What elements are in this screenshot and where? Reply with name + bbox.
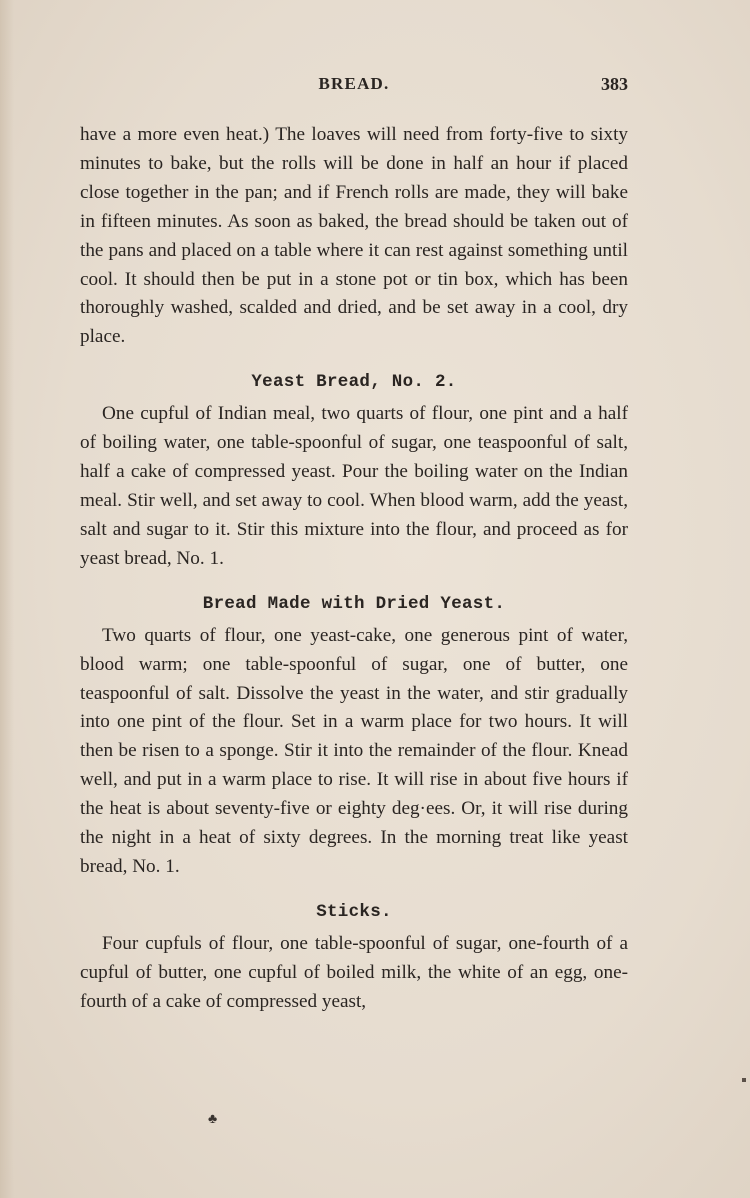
section-heading-bread-dried-yeast: Bread Made with Dried Yeast. — [202, 593, 506, 614]
body-paragraph: have a more even heat.) The loaves will need from forty-five to sixty minutes to bake, but the rolls will be done in half an hour if placed close together in the pan; and if French rolls are made, they will bake in fifteen minutes. As soon as baked, the bread should be taken out of the pans and placed on a table where it can rest against something until cool. It should then be put in a stone pot or tin box, which has been thoroughly washed, scalded and dried, and be set away in a cool, dry place. — [80, 124, 628, 348]
body-paragraph: Two quarts of flour, one yeast-cake, one generous pint of water, blood warm; one table-spoonful of sugar, one of butter, one teaspoonful of salt. Dissolve the yeast in the water, and stir gradually into one pint of the flour. Set in a warm place for two hours. It will then be risen to a sponge. Stir it into the remainder of the flour. Knead well, and put in a warm place to rise. It will rise in about five hours if the heat is about seventy-five or eighty deg·ees. Or, it will rise during the night in a heat of sixty degrees. In the morning treat like yeast bread, No. 1. — [80, 624, 628, 877]
running-head — [80, 74, 628, 100]
signature-mark: ♣ — [208, 1112, 218, 1127]
section-heading-sticks: Sticks. — [316, 901, 392, 922]
body-paragraph: One cupful of Indian meal, two quarts of flour, one pint and a half of boiling water, one table-spoonful of sugar, one teaspoonful of salt, half a cake of compressed yeast. Pour the boiling water on the Indian meal. Stir well, and set away to cool. When blood warm, add the yeast, salt and sugar to it. Stir this mixture into the flour, and proceed as for yeast bread, No. 1. — [80, 403, 628, 569]
page-edge-mark — [742, 1078, 746, 1082]
page-body — [80, 121, 628, 1017]
body-paragraph: Four cupfuls of flour, one table-spoonful of sugar, one-fourth of a cupful of butter, one cupful of boiled milk, the white of an egg, one-fourth of a cake of compressed yeast, — [80, 932, 628, 1012]
page-number: 383 — [601, 74, 628, 94]
running-title: BREAD. — [318, 74, 390, 93]
section-heading-yeast-bread-no-2: Yeast Bread, No. 2. — [251, 372, 457, 393]
